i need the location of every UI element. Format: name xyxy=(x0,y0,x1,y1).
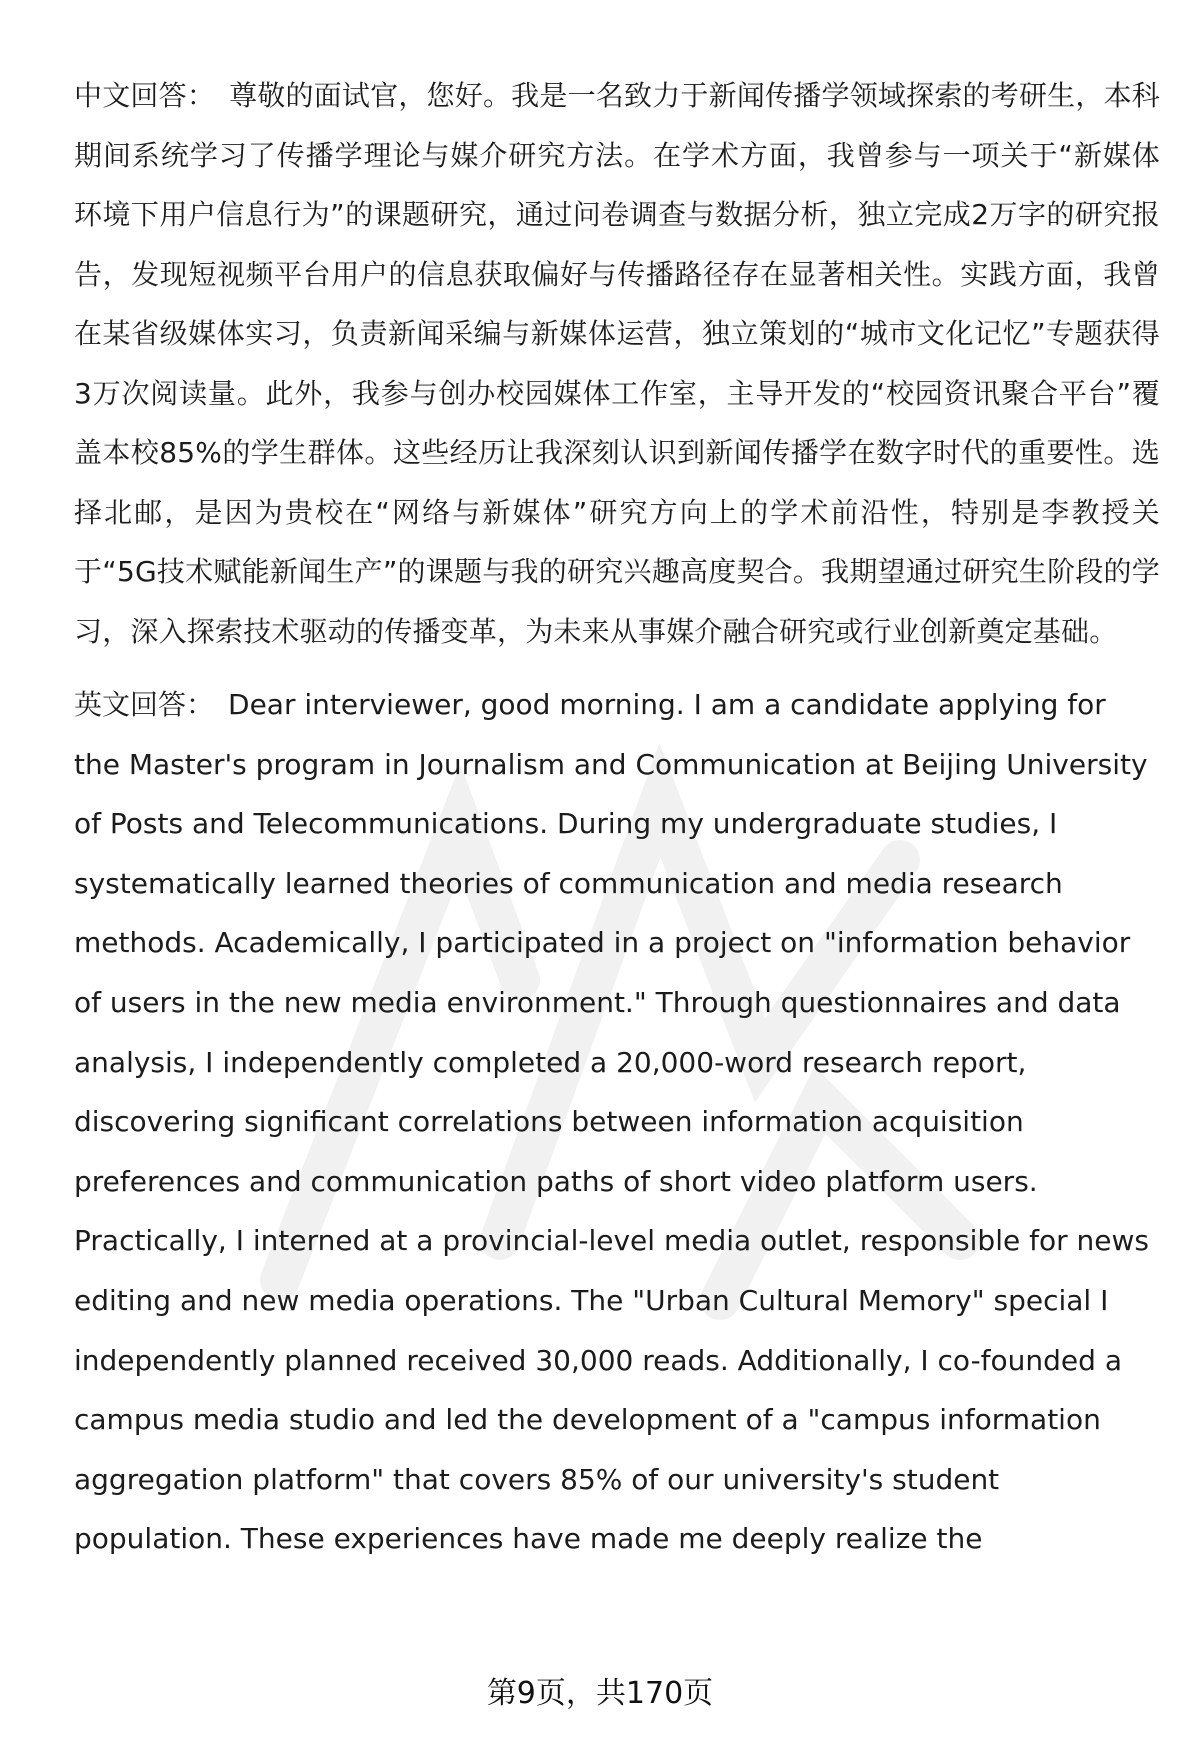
english-answer-text: Dear interviewer, good morning. I am a candidate applying for the Master's program in Journalism and Communication at Beijing University of Posts and Telecommunications. During my undergraduate studies, I systematically learned theories of communication and media research methods. Academically, I participated in a project on "information behavior of users in the new media environment." Through questionnaires and data analysis, I independently completed a 20,000-word research report, discovering significant correlations between information acquisition preferences and communication paths of short video platform users. Practically, I interned at a provincial-level media outlet, responsible for news editing and new media operations. The "Urban Cultural Memory" special I independently planned received 30,000 reads. Additionally, I co-founded a campus media studio and led the development of a "campus information aggregation platform" that covers 85% of our university's student population. These experiences have made me deeply realize the xyxy=(74,688,1149,1556)
english-answer-label: 英文回答： xyxy=(74,688,215,721)
chinese-answer-label: 中文回答： xyxy=(74,79,216,112)
page-number-footer: 第9页，共170页 xyxy=(486,1676,714,1711)
document-body xyxy=(74,66,1160,1569)
chinese-answer-paragraph xyxy=(74,66,1160,661)
chinese-answer-text: 尊敬的面试官，您好。我是一名致力于新闻传播学领域探索的考研生，本科期间系统学习了传播学理论与媒介研究方法。在学术方面，我曾参与一项关于“新媒体环境下用户信息行为”的课题研究，通过问卷调查与数据分析，独立完成2万字的研究报告，发现短视频平台用户的信息获取偏好与传播路径存在显著相关性。实践方面，我曾在某省级媒体实习，负责新闻采编与新媒体运营，独立策划的“城市文化记忆”专题获得3万次阅读量。此外，我参与创办校园媒体工作室，主导开发的“校园资讯聚合平台”覆盖本校85%的学生群体。这些经历让我深刻认识到新闻传播学在数字时代的重要性。选择北邮，是因为贵校在“网络与新媒体”研究方向上的学术前沿性，特别是李教授关于“5G技术赋能新闻生产”的课题与我的研究兴趣高度契合。我期望通过研究生阶段的学习，深入探索技术驱动的传播变革，为未来从事媒介融合研究或行业创新奠定基础。 xyxy=(74,79,1160,648)
english-answer-paragraph xyxy=(74,675,1160,1569)
